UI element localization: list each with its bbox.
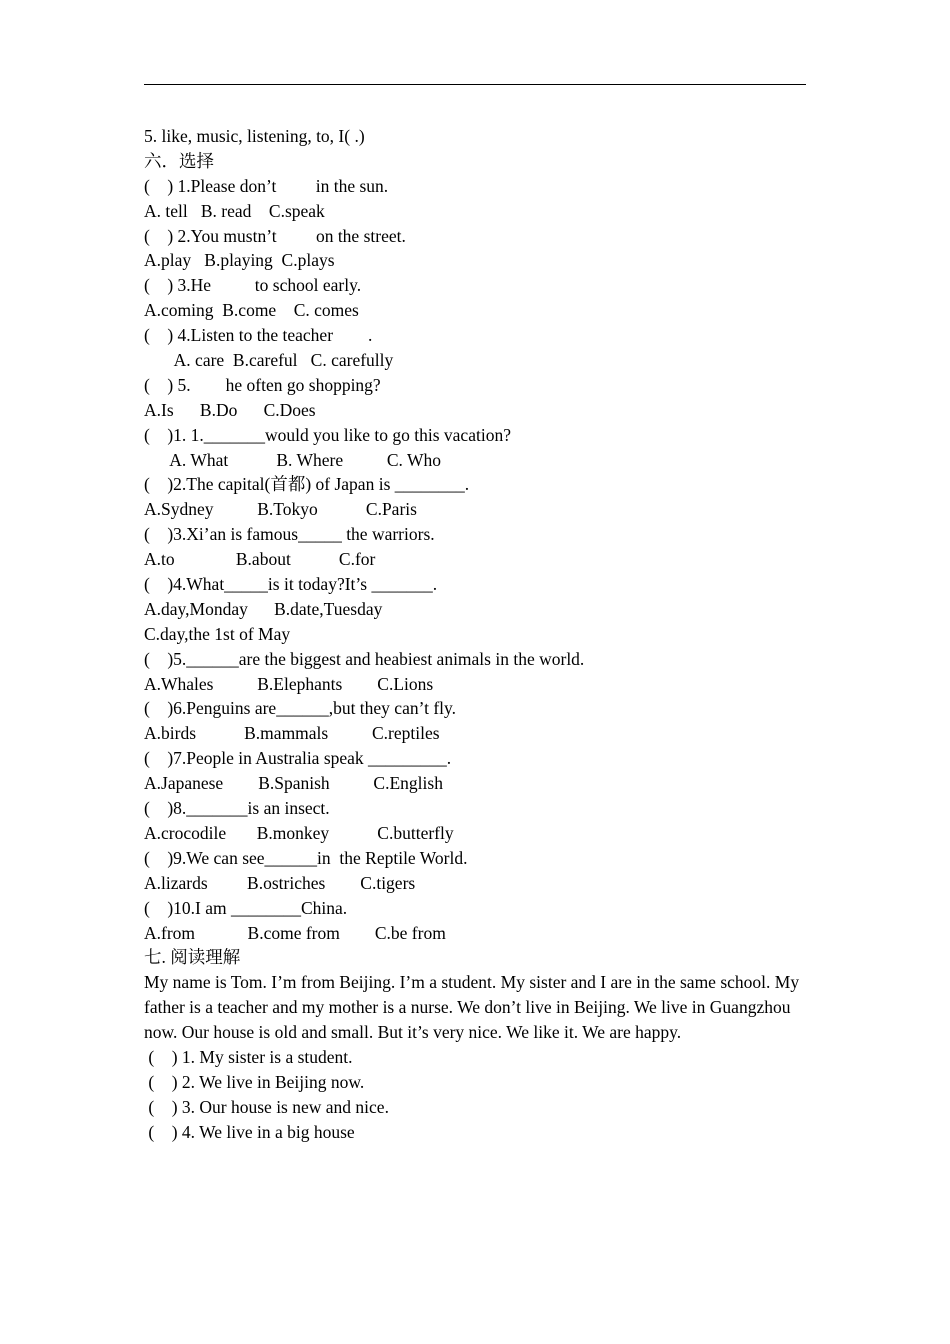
options-line: A.Whales B.Elephants C.Lions xyxy=(144,673,434,694)
question-line: ( )4.What_____is it today?It’s _______. xyxy=(144,574,438,595)
reading-passage: My name is Tom. I’m from Beijing. I’m a student. My sister and I are in the same school. My father is a teacher and my mother is a nurse. We don’t live in Beijing. We live in Guangzhou now. Our house is old and small. But it’s very nice. We like it. We are happy. xyxy=(144,972,800,1043)
question-line: ( )3.Xi’an is famous_____ the warriors. xyxy=(144,524,435,545)
options-line: A.birds B.mammals C.reptiles xyxy=(144,723,440,744)
question-line: ( )1. 1._______would you like to go this vacation? xyxy=(144,424,511,445)
section-heading: 六．选择 xyxy=(144,150,214,171)
options-line: A.Sydney B.Tokyo C.Paris xyxy=(144,499,417,520)
question-line: ( )9.We can see______in the Reptile World. xyxy=(144,847,468,868)
options-line: C.day,the 1st of May xyxy=(144,623,291,644)
options-line: A.from B.come from C.be from xyxy=(144,922,446,943)
options-line: A. care B.careful C. carefully xyxy=(144,350,394,371)
options-line: A.Japanese B.Spanish C.English xyxy=(144,773,443,794)
options-line: A.day,Monday B.date,Tuesday xyxy=(144,598,383,619)
true-false-item: ( ) 2. We live in Beijing now. xyxy=(144,1071,365,1092)
options-line: A.crocodile B.monkey C.butterfly xyxy=(144,822,454,843)
question-line: ( )5.______are the biggest and heabiest animals in the world. xyxy=(144,648,585,669)
question-line: ( ) 4.Listen to the teacher . xyxy=(144,325,373,346)
options-line: A.Is B.Do C.Does xyxy=(144,399,316,420)
options-line: A.to B.about C.for xyxy=(144,549,376,570)
true-false-item: ( ) 1. My sister is a student. xyxy=(144,1047,353,1067)
text-line: 5. like, music, listening, to, I( .) xyxy=(144,126,365,146)
header-rule xyxy=(144,84,806,85)
section-heading: 七. 阅读理解 xyxy=(144,947,241,968)
options-line: A. tell B. read C.speak xyxy=(144,200,325,221)
question-line: ( )7.People in Australia speak _________. xyxy=(144,748,452,769)
options-line: A. What B. Where C. Who xyxy=(144,449,441,470)
question-line: ( ) 5. he often go shopping? xyxy=(144,374,381,395)
question-line: ( ) 3.He to school early. xyxy=(144,275,362,296)
question-line: ( )10.I am ________China. xyxy=(144,897,348,918)
question-line: ( )8._______is an insect. xyxy=(144,798,330,819)
question-line: ( )6.Penguins are______,but they can’t fly. xyxy=(144,698,457,719)
true-false-item: ( ) 3. Our house is new and nice. xyxy=(144,1096,389,1117)
options-line: A.lizards B.ostriches C.tigers xyxy=(144,872,416,893)
true-false-item: ( ) 4. We live in a big house xyxy=(144,1121,355,1142)
question-line: ( ) 2.You mustn’t on the street. xyxy=(144,225,406,246)
question-line: ( ) 1.Please don’t in the sun. xyxy=(144,175,389,196)
document-body xyxy=(144,124,814,1145)
options-line: A.coming B.come C. comes xyxy=(144,300,359,321)
question-line: ( )2.The capital(首都) of Japan is ________. xyxy=(144,474,470,495)
options-line: A.play B.playing C.plays xyxy=(144,250,335,271)
